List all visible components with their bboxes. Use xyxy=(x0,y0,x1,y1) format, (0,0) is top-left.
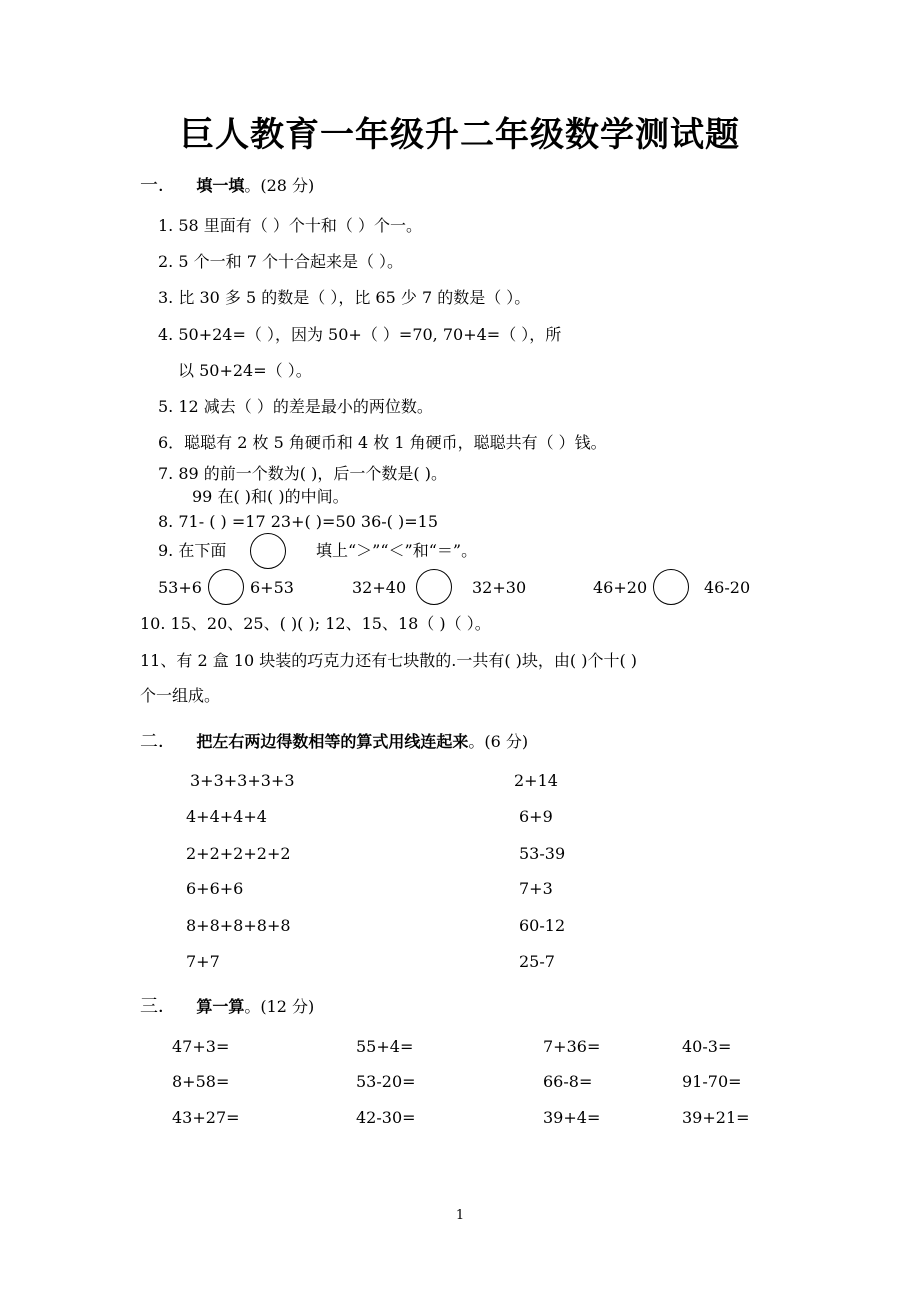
compare-circle-3[interactable] xyxy=(653,569,689,605)
calc-3-4: 39+21= xyxy=(682,1108,750,1127)
compare-circle-example xyxy=(250,533,286,569)
question-4-continued: 以 50+24=（ ）。 xyxy=(178,361,312,380)
section2-heading xyxy=(140,732,528,752)
compare-left-3: 46+20 xyxy=(593,578,648,597)
compare-left-2: 32+40 xyxy=(352,578,407,597)
match-right-4: 7+3 xyxy=(519,879,553,898)
section2-number: 二． xyxy=(140,731,176,752)
question-1: 1. 58 里面有（ ）个十和（ ）个一。 xyxy=(158,216,422,235)
section3-heading xyxy=(140,997,314,1017)
compare-left-1: 53+6 xyxy=(158,578,202,597)
section1-title: 填一填 xyxy=(196,176,245,195)
question-10: 10. 15、20、25、( )( ); 12、15、18（ )（ ）。 xyxy=(140,614,491,633)
match-left-5: 8+8+8+8+8 xyxy=(186,916,291,935)
question-2: 2. 5 个一和 7 个十合起来是（ ）。 xyxy=(158,252,404,271)
section1-number: 一． xyxy=(140,175,176,196)
match-right-1: 2+14 xyxy=(514,771,558,790)
question-7: 7. 89 的前一个数为( )，后一个数是( )。 xyxy=(158,464,447,483)
section2-points: 。(6 分) xyxy=(468,732,529,751)
section1-heading xyxy=(140,176,314,196)
section2-title: 把左右两边得数相等的算式用线连起来 xyxy=(196,732,469,751)
calc-1-2: 55+4= xyxy=(356,1037,414,1056)
question-3: 3. 比 30 多 5 的数是（ ），比 65 少 7 的数是（ ）。 xyxy=(158,288,531,307)
match-left-3: 2+2+2+2+2 xyxy=(186,844,291,863)
match-left-6: 7+7 xyxy=(186,952,220,971)
section3-points: 。(12 分) xyxy=(244,997,315,1016)
match-left-2: 4+4+4+4 xyxy=(186,807,267,826)
calc-1-4: 40-3= xyxy=(682,1037,732,1056)
calc-2-4: 91-70= xyxy=(682,1072,742,1091)
question-8: 8. 71- ( ) =17 23+( )=50 36-( )=15 xyxy=(158,512,438,531)
compare-right-1: 6+53 xyxy=(250,578,294,597)
question-5: 5. 12 减去（ ）的差是最小的两位数。 xyxy=(158,397,433,416)
compare-circle-2[interactable] xyxy=(416,569,452,605)
question-7-continued: 99 在( )和( )的中间。 xyxy=(192,487,349,506)
match-left-4: 6+6+6 xyxy=(186,879,244,898)
calc-2-3: 66-8= xyxy=(543,1072,593,1091)
page-title: 巨人教育一年级升二年级数学测试题 xyxy=(180,115,740,155)
question-9-suffix: 填上“＞”“＜”和“＝”。 xyxy=(316,541,478,560)
page-number: 1 xyxy=(455,1208,465,1223)
question-6: 6．聪聪有 2 枚 5 角硬币和 4 枚 1 角硬币，聪聪共有（ ）钱。 xyxy=(158,433,607,452)
match-right-5: 60-12 xyxy=(519,916,566,935)
calc-2-1: 8+58= xyxy=(172,1072,230,1091)
question-11-continued: 个一组成。 xyxy=(140,686,221,705)
compare-right-3: 46-20 xyxy=(704,578,751,597)
calc-1-3: 7+36= xyxy=(543,1037,601,1056)
match-right-2: 6+9 xyxy=(519,807,553,826)
section3-number: 三． xyxy=(140,996,176,1017)
match-left-1: 3+3+3+3+3 xyxy=(190,771,295,790)
calc-2-2: 53-20= xyxy=(356,1072,416,1091)
calc-3-1: 43+27= xyxy=(172,1108,240,1127)
question-11: 11、有 2 盒 10 块装的巧克力还有七块散的.一共有( )块，由( )个十( ) xyxy=(140,651,638,670)
section1-points: 。(28 分) xyxy=(244,176,315,195)
calc-1-1: 47+3= xyxy=(172,1037,230,1056)
match-right-6: 25-7 xyxy=(519,952,555,971)
compare-circle-1[interactable] xyxy=(208,569,244,605)
calc-3-3: 39+4= xyxy=(543,1108,601,1127)
question-9-prefix: 9. 在下面 xyxy=(158,541,227,560)
calc-3-2: 42-30= xyxy=(356,1108,416,1127)
question-4: 4. 50+24=（ ），因为 50+（ ）=70, 70+4=（ ），所 xyxy=(158,325,562,344)
section3-title: 算一算 xyxy=(196,997,245,1016)
match-right-3: 53-39 xyxy=(519,844,566,863)
compare-right-2: 32+30 xyxy=(472,578,527,597)
